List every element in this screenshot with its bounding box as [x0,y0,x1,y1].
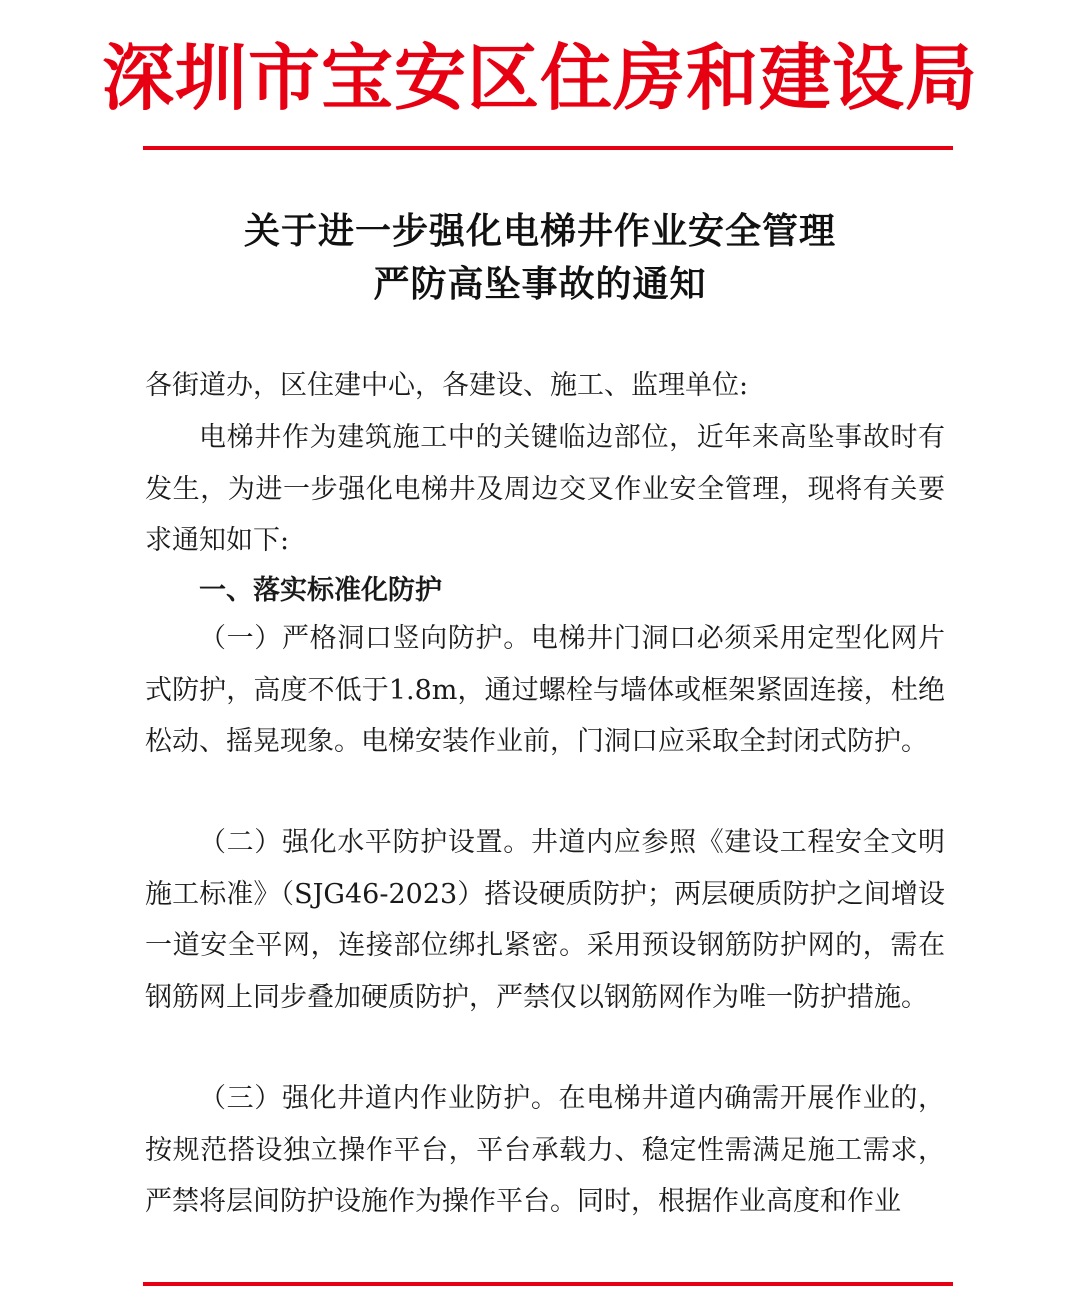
intro-block [145,412,945,567]
intro-paragraph: 电梯井作为建筑施工中的关键临边部位，近年来高坠事故时有发生，为进一步强化电梯井及周边交叉作业安全管理，现将有关要求通知如下: [145,422,945,556]
document-title-line-2: 严防高坠事故的通知 [373,264,707,305]
salutation: 各街道办，区住建中心，各建设、施工、监理单位: [145,370,749,401]
section-heading-1: 一、落实标准化防护 [199,575,442,606]
item-block-1 [145,613,945,768]
item-paragraph-2: （二）强化水平防护设置。井道内应参照《建设工程安全文明施工标准》（SJG46-2023）搭设硬质防护；两层硬质防护之间增设一道安全平网，连接部位绑扎紧密。采用预设钢筋防护网的，需在钢筋网上同步叠加硬质防护，严禁仅以钢筋网作为唯一防护措施。 [145,827,945,1013]
header-divider-line [143,146,953,150]
item-paragraph-3: （三）强化井道内作业防护。在电梯井道内确需开展作业的，按规范搭设独立操作平台，平台承载力、稳定性需满足施工需求，严禁将层间防护设施作为操作平台。同时，根据作业高度和作业 [145,1083,945,1217]
footer-divider-line [143,1282,953,1286]
issuing-authority-header: 深圳市宝安区住房和建设局 [101,36,978,120]
item-block-2 [145,817,945,1023]
document-title-line-1: 关于进一步强化电梯井作业安全管理 [243,211,836,252]
item-block-3 [145,1073,945,1228]
item-paragraph-1: （一）严格洞口竖向防护。电梯井门洞口必须采用定型化网片式防护，高度不低于1.8m，通过螺栓与墙体或框架紧固连接，杜绝松动、摇晃现象。电梯安装作业前，门洞口应采取全封闭式防护。 [145,623,945,757]
